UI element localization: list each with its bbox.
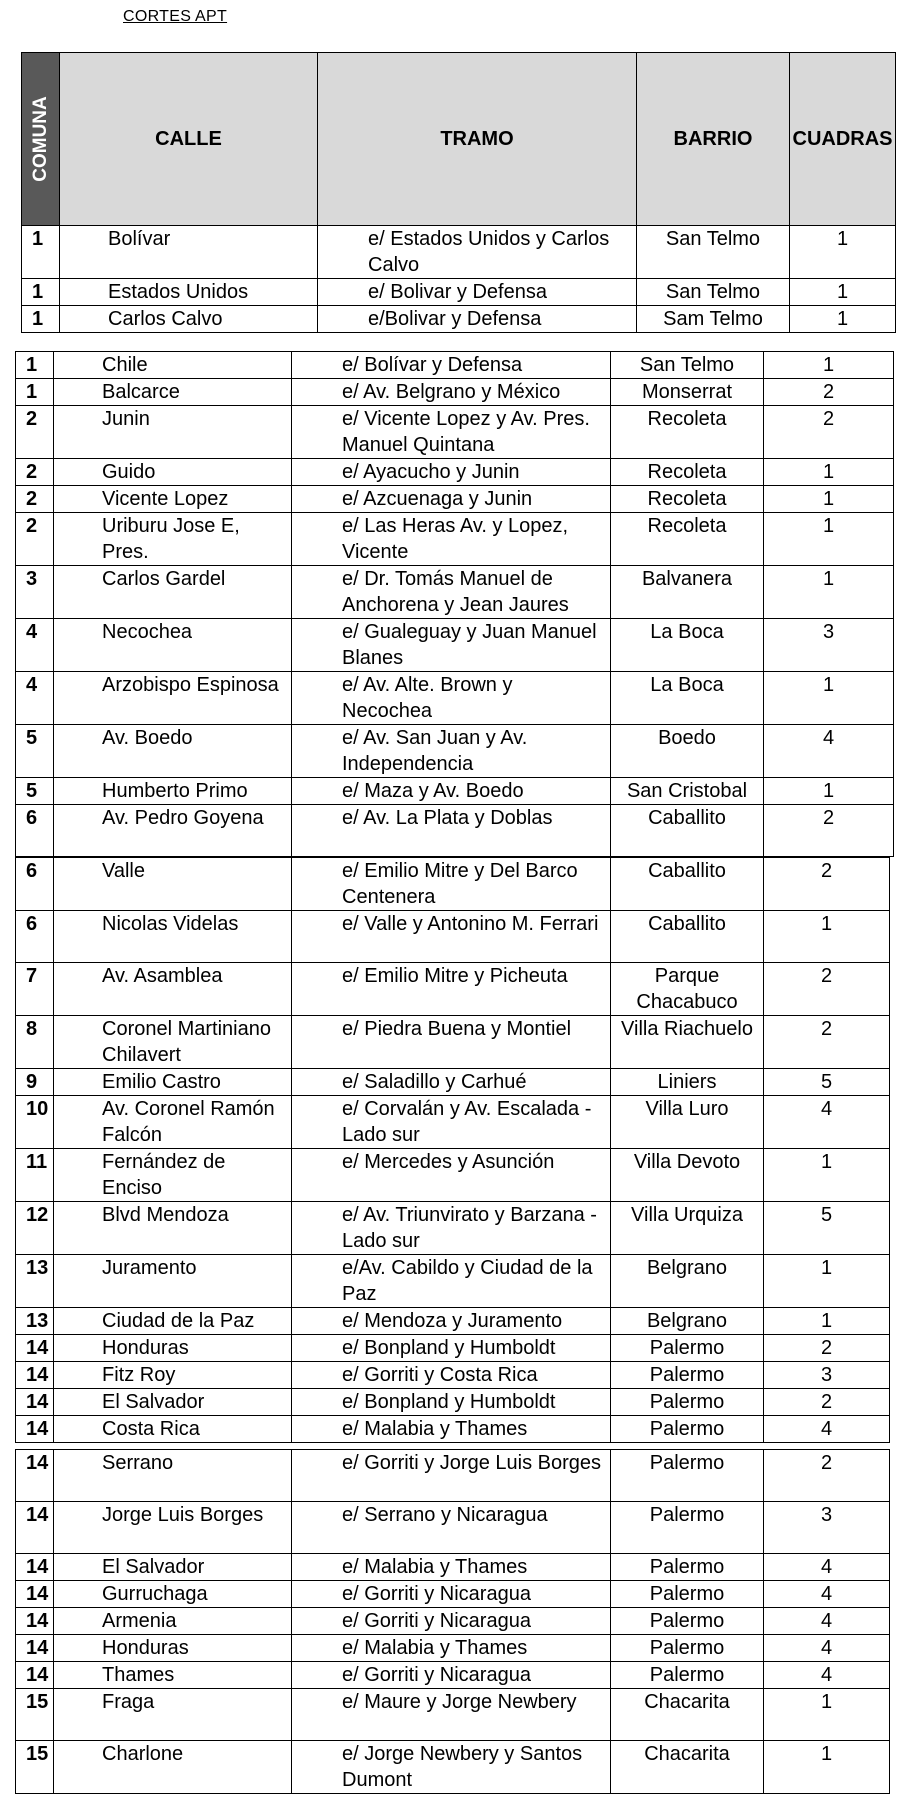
cell-cuadras: 1 bbox=[764, 672, 894, 725]
cell-cuadras: 1 bbox=[764, 1308, 890, 1335]
cell-cuadras: 4 bbox=[764, 1096, 890, 1149]
cell-calle: Av. Boedo bbox=[54, 725, 292, 778]
cell-tramo: e/ Gorriti y Nicaragua bbox=[292, 1581, 611, 1608]
cell-comuna: 5 bbox=[16, 778, 54, 805]
cell-calle: Carlos Gardel bbox=[54, 566, 292, 619]
table-row bbox=[16, 1662, 890, 1689]
table-row bbox=[22, 279, 896, 306]
cell-comuna: 14 bbox=[16, 1581, 54, 1608]
cell-cuadras: 4 bbox=[764, 1608, 890, 1635]
cell-comuna: 6 bbox=[16, 911, 54, 963]
cell-barrio: La Boca bbox=[611, 672, 764, 725]
cell-comuna: 2 bbox=[16, 513, 54, 566]
cell-comuna: 4 bbox=[16, 672, 54, 725]
cell-comuna: 14 bbox=[16, 1608, 54, 1635]
cortes-table-section-3 bbox=[15, 857, 890, 1443]
header-cuadras: CUADRAS bbox=[790, 53, 896, 226]
cell-tramo: e/ Gorriti y Jorge Luis Borges bbox=[292, 1450, 611, 1502]
cell-barrio: Boedo bbox=[611, 725, 764, 778]
cell-barrio: Recoleta bbox=[611, 513, 764, 566]
cell-cuadras: 1 bbox=[764, 1689, 890, 1741]
cell-calle: Balcarce bbox=[54, 379, 292, 406]
cell-cuadras: 2 bbox=[764, 1016, 890, 1069]
cell-comuna: 1 bbox=[22, 226, 60, 279]
cell-calle: Fitz Roy bbox=[54, 1362, 292, 1389]
cell-cuadras: 4 bbox=[764, 1416, 890, 1443]
cell-comuna: 14 bbox=[16, 1502, 54, 1554]
table-row bbox=[16, 459, 894, 486]
cell-comuna: 9 bbox=[16, 1069, 54, 1096]
cell-calle: Serrano bbox=[54, 1450, 292, 1502]
cell-barrio: Palermo bbox=[611, 1608, 764, 1635]
table-row bbox=[16, 352, 894, 379]
cell-calle: Juramento bbox=[54, 1255, 292, 1308]
cell-barrio: Palermo bbox=[611, 1502, 764, 1554]
cell-barrio: Caballito bbox=[611, 858, 764, 911]
cell-cuadras: 4 bbox=[764, 1635, 890, 1662]
cell-calle: Gurruchaga bbox=[54, 1581, 292, 1608]
table-row bbox=[16, 379, 894, 406]
cell-cuadras: 1 bbox=[764, 778, 894, 805]
cell-calle: Av. Coronel Ramón Falcón bbox=[54, 1096, 292, 1149]
cell-barrio: Palermo bbox=[611, 1554, 764, 1581]
table-row bbox=[16, 1741, 890, 1794]
cell-barrio: San Telmo bbox=[611, 352, 764, 379]
table-row bbox=[22, 306, 896, 333]
table-row bbox=[16, 513, 894, 566]
header-comuna: COMUNA bbox=[22, 53, 60, 226]
cell-tramo: e/ Av. Belgrano y México bbox=[292, 379, 611, 406]
cell-calle: Charlone bbox=[54, 1741, 292, 1794]
cell-barrio: San Telmo bbox=[637, 226, 790, 279]
cell-cuadras: 2 bbox=[764, 805, 894, 857]
cell-tramo: e/ Corvalán y Av. Escalada - Lado sur bbox=[292, 1096, 611, 1149]
cell-comuna: 14 bbox=[16, 1335, 54, 1362]
cell-comuna: 14 bbox=[16, 1450, 54, 1502]
table-row bbox=[16, 778, 894, 805]
cell-barrio: Belgrano bbox=[611, 1308, 764, 1335]
cell-comuna: 12 bbox=[16, 1202, 54, 1255]
cell-tramo: e/ Serrano y Nicaragua bbox=[292, 1502, 611, 1554]
cortes-table-section-1 bbox=[21, 52, 896, 333]
cell-comuna: 5 bbox=[16, 725, 54, 778]
cell-tramo: e/ Malabia y Thames bbox=[292, 1554, 611, 1581]
cell-cuadras: 4 bbox=[764, 1554, 890, 1581]
cell-comuna: 13 bbox=[16, 1255, 54, 1308]
cell-tramo: e/ Maza y Av. Boedo bbox=[292, 778, 611, 805]
cell-barrio: Liniers bbox=[611, 1069, 764, 1096]
cell-barrio: Villa Urquiza bbox=[611, 1202, 764, 1255]
cell-calle: Fraga bbox=[54, 1689, 292, 1741]
cell-tramo: e/ Av. Triunvirato y Barzana - Lado sur bbox=[292, 1202, 611, 1255]
cell-barrio: Palermo bbox=[611, 1581, 764, 1608]
cell-comuna: 1 bbox=[16, 352, 54, 379]
cell-cuadras: 2 bbox=[764, 406, 894, 459]
cell-calle: Blvd Mendoza bbox=[54, 1202, 292, 1255]
cell-comuna: 7 bbox=[16, 963, 54, 1016]
cell-cuadras: 2 bbox=[764, 858, 890, 911]
cell-tramo: e/ Las Heras Av. y Lopez, Vicente bbox=[292, 513, 611, 566]
cell-barrio: Sam Telmo bbox=[637, 306, 790, 333]
cell-tramo: e/ Av. La Plata y Doblas bbox=[292, 805, 611, 857]
cell-calle: Necochea bbox=[54, 619, 292, 672]
cell-calle: Chile bbox=[54, 352, 292, 379]
cell-barrio: Balvanera bbox=[611, 566, 764, 619]
cell-cuadras: 1 bbox=[764, 1255, 890, 1308]
cell-calle: El Salvador bbox=[54, 1554, 292, 1581]
cell-tramo: e/ Piedra Buena y Montiel bbox=[292, 1016, 611, 1069]
cell-tramo: e/ Jorge Newbery y Santos Dumont bbox=[292, 1741, 611, 1794]
cell-cuadras: 2 bbox=[764, 1389, 890, 1416]
table-row bbox=[16, 1689, 890, 1741]
cell-comuna: 14 bbox=[16, 1662, 54, 1689]
table-row bbox=[16, 1502, 890, 1554]
cell-tramo: e/ Saladillo y Carhué bbox=[292, 1069, 611, 1096]
cell-tramo: e/ Bonpland y Humboldt bbox=[292, 1335, 611, 1362]
table-row bbox=[16, 1389, 890, 1416]
cell-calle: Estados Unidos bbox=[60, 279, 318, 306]
cell-barrio: Caballito bbox=[611, 911, 764, 963]
cell-cuadras: 4 bbox=[764, 725, 894, 778]
cortes-table-section-2 bbox=[15, 351, 894, 857]
cell-barrio: Caballito bbox=[611, 805, 764, 857]
cell-calle: Valle bbox=[54, 858, 292, 911]
cell-cuadras: 4 bbox=[764, 1581, 890, 1608]
table-row bbox=[16, 1016, 890, 1069]
cell-comuna: 1 bbox=[22, 306, 60, 333]
cell-calle: Bolívar bbox=[60, 226, 318, 279]
cortes-table-section-4 bbox=[15, 1449, 890, 1794]
cell-comuna: 14 bbox=[16, 1362, 54, 1389]
cell-calle: Junin bbox=[54, 406, 292, 459]
cell-barrio: Palermo bbox=[611, 1389, 764, 1416]
table-row bbox=[16, 672, 894, 725]
cell-cuadras: 1 bbox=[764, 1149, 890, 1202]
cell-calle: Vicente Lopez bbox=[54, 486, 292, 513]
cell-cuadras: 2 bbox=[764, 1450, 890, 1502]
cell-calle: Jorge Luis Borges bbox=[54, 1502, 292, 1554]
cell-tramo: e/ Emilio Mitre y Picheuta bbox=[292, 963, 611, 1016]
cell-cuadras: 1 bbox=[790, 306, 896, 333]
cell-comuna: 8 bbox=[16, 1016, 54, 1069]
cell-tramo: e/ Malabia y Thames bbox=[292, 1416, 611, 1443]
cell-comuna: 4 bbox=[16, 619, 54, 672]
cell-calle: Carlos Calvo bbox=[60, 306, 318, 333]
cell-calle: Armenia bbox=[54, 1608, 292, 1635]
cell-comuna: 15 bbox=[16, 1741, 54, 1794]
cell-calle: Guido bbox=[54, 459, 292, 486]
cell-barrio: Monserrat bbox=[611, 379, 764, 406]
cell-calle: Nicolas Videlas bbox=[54, 911, 292, 963]
cell-tramo: e/ Ayacucho y Junin bbox=[292, 459, 611, 486]
cell-comuna: 11 bbox=[16, 1149, 54, 1202]
cell-barrio: Palermo bbox=[611, 1416, 764, 1443]
cell-comuna: 2 bbox=[16, 486, 54, 513]
cell-cuadras: 1 bbox=[790, 279, 896, 306]
cell-barrio: La Boca bbox=[611, 619, 764, 672]
table-row bbox=[16, 1255, 890, 1308]
cell-calle: Uriburu Jose E, Pres. bbox=[54, 513, 292, 566]
cell-comuna: 10 bbox=[16, 1096, 54, 1149]
page-title: CORTES APT bbox=[123, 8, 228, 25]
table-row bbox=[16, 858, 890, 911]
cell-cuadras: 1 bbox=[764, 486, 894, 513]
cell-cuadras: 5 bbox=[764, 1202, 890, 1255]
cell-barrio: Belgrano bbox=[611, 1255, 764, 1308]
table-row bbox=[16, 963, 890, 1016]
table-row bbox=[16, 406, 894, 459]
header-calle: CALLE bbox=[60, 53, 318, 226]
table-row bbox=[22, 226, 896, 279]
table-row bbox=[16, 1096, 890, 1149]
table-row bbox=[16, 725, 894, 778]
cell-comuna: 2 bbox=[16, 406, 54, 459]
cell-barrio: Chacarita bbox=[611, 1741, 764, 1794]
table-row bbox=[16, 566, 894, 619]
cell-calle: Av. Pedro Goyena bbox=[54, 805, 292, 857]
table-row bbox=[16, 1362, 890, 1389]
table-row bbox=[16, 1635, 890, 1662]
cell-comuna: 14 bbox=[16, 1635, 54, 1662]
cell-calle: Honduras bbox=[54, 1335, 292, 1362]
cell-tramo: e/ Bolívar y Defensa bbox=[292, 352, 611, 379]
cell-tramo: e/ Emilio Mitre y Del Barco Centenera bbox=[292, 858, 611, 911]
cell-cuadras: 1 bbox=[764, 352, 894, 379]
cell-tramo: e/ Estados Unidos y Carlos Calvo bbox=[318, 226, 637, 279]
cell-calle: Fernández de Enciso bbox=[54, 1149, 292, 1202]
cell-barrio: Recoleta bbox=[611, 406, 764, 459]
cell-barrio: Palermo bbox=[611, 1362, 764, 1389]
cell-calle: Ciudad de la Paz bbox=[54, 1308, 292, 1335]
cell-comuna: 14 bbox=[16, 1554, 54, 1581]
cell-tramo: e/ Gorriti y Nicaragua bbox=[292, 1608, 611, 1635]
cell-calle: El Salvador bbox=[54, 1389, 292, 1416]
cell-comuna: 1 bbox=[22, 279, 60, 306]
cell-barrio: Villa Riachuelo bbox=[611, 1016, 764, 1069]
cell-tramo: e/Bolivar y Defensa bbox=[318, 306, 637, 333]
cell-calle: Arzobispo Espinosa bbox=[54, 672, 292, 725]
cell-tramo: e/ Mendoza y Juramento bbox=[292, 1308, 611, 1335]
cell-calle: Av. Asamblea bbox=[54, 963, 292, 1016]
table-row bbox=[16, 1581, 890, 1608]
cell-cuadras: 1 bbox=[764, 513, 894, 566]
cell-calle: Honduras bbox=[54, 1635, 292, 1662]
cell-barrio: Recoleta bbox=[611, 459, 764, 486]
cell-calle: Emilio Castro bbox=[54, 1069, 292, 1096]
cell-comuna: 13 bbox=[16, 1308, 54, 1335]
cell-barrio: San Telmo bbox=[637, 279, 790, 306]
cell-tramo: e/ Gorriti y Costa Rica bbox=[292, 1362, 611, 1389]
cell-tramo: e/ Gualeguay y Juan Manuel Blanes bbox=[292, 619, 611, 672]
table-row bbox=[16, 1416, 890, 1443]
header-tramo: TRAMO bbox=[318, 53, 637, 226]
cell-comuna: 3 bbox=[16, 566, 54, 619]
cell-cuadras: 5 bbox=[764, 1069, 890, 1096]
cell-barrio: Palermo bbox=[611, 1635, 764, 1662]
cell-barrio: Palermo bbox=[611, 1335, 764, 1362]
cell-barrio: Chacarita bbox=[611, 1689, 764, 1741]
cell-cuadras: 3 bbox=[764, 619, 894, 672]
table-row bbox=[16, 1450, 890, 1502]
cell-tramo: e/ Malabia y Thames bbox=[292, 1635, 611, 1662]
table-row bbox=[16, 1069, 890, 1096]
cell-tramo: e/ Azcuenaga y Junin bbox=[292, 486, 611, 513]
table-row bbox=[16, 1149, 890, 1202]
cell-comuna: 14 bbox=[16, 1389, 54, 1416]
cell-comuna: 6 bbox=[16, 858, 54, 911]
table-row bbox=[16, 1308, 890, 1335]
cell-cuadras: 1 bbox=[764, 1741, 890, 1794]
cell-cuadras: 2 bbox=[764, 1335, 890, 1362]
cell-cuadras: 1 bbox=[764, 911, 890, 963]
cell-calle: Coronel Martiniano Chilavert bbox=[54, 1016, 292, 1069]
cell-tramo: e/ Maure y Jorge Newbery bbox=[292, 1689, 611, 1741]
cell-comuna: 1 bbox=[16, 379, 54, 406]
cell-cuadras: 1 bbox=[764, 459, 894, 486]
cell-cuadras: 2 bbox=[764, 379, 894, 406]
cell-comuna: 2 bbox=[16, 459, 54, 486]
table-row bbox=[16, 619, 894, 672]
cell-calle: Costa Rica bbox=[54, 1416, 292, 1443]
cell-barrio: San Cristobal bbox=[611, 778, 764, 805]
cell-barrio: Palermo bbox=[611, 1450, 764, 1502]
cell-cuadras: 1 bbox=[764, 566, 894, 619]
table-row bbox=[16, 1554, 890, 1581]
cell-barrio: Palermo bbox=[611, 1662, 764, 1689]
cell-comuna: 6 bbox=[16, 805, 54, 857]
cell-tramo: e/ Mercedes y Asunción bbox=[292, 1149, 611, 1202]
cell-calle: Thames bbox=[54, 1662, 292, 1689]
cell-comuna: 15 bbox=[16, 1689, 54, 1741]
table-row bbox=[16, 805, 894, 857]
table-row bbox=[16, 1202, 890, 1255]
header-barrio: BARRIO bbox=[637, 53, 790, 226]
cell-cuadras: 1 bbox=[790, 226, 896, 279]
cell-tramo: e/Av. Cabildo y Ciudad de la Paz bbox=[292, 1255, 611, 1308]
cell-tramo: e/ Bolivar y Defensa bbox=[318, 279, 637, 306]
cell-tramo: e/ Av. San Juan y Av. Independencia bbox=[292, 725, 611, 778]
cell-calle: Humberto Primo bbox=[54, 778, 292, 805]
cell-cuadras: 4 bbox=[764, 1662, 890, 1689]
cell-cuadras: 2 bbox=[764, 963, 890, 1016]
cell-tramo: e/ Gorriti y Nicaragua bbox=[292, 1662, 611, 1689]
cell-comuna: 14 bbox=[16, 1416, 54, 1443]
cell-barrio: Parque Chacabuco bbox=[611, 963, 764, 1016]
cell-tramo: e/ Vicente Lopez y Av. Pres. Manuel Quintana bbox=[292, 406, 611, 459]
table-row bbox=[16, 911, 890, 963]
cell-barrio: Recoleta bbox=[611, 486, 764, 513]
cell-tramo: e/ Dr. Tomás Manuel de Anchorena y Jean Jaures bbox=[292, 566, 611, 619]
table-row bbox=[16, 1335, 890, 1362]
cell-tramo: e/ Valle y Antonino M. Ferrari bbox=[292, 911, 611, 963]
table-row bbox=[16, 1608, 890, 1635]
cell-cuadras: 3 bbox=[764, 1502, 890, 1554]
cell-cuadras: 3 bbox=[764, 1362, 890, 1389]
cell-barrio: Villa Luro bbox=[611, 1096, 764, 1149]
cell-barrio: Villa Devoto bbox=[611, 1149, 764, 1202]
cell-tramo: e/ Bonpland y Humboldt bbox=[292, 1389, 611, 1416]
table-header-row bbox=[22, 53, 896, 226]
cell-tramo: e/ Av. Alte. Brown y Necochea bbox=[292, 672, 611, 725]
table-row bbox=[16, 486, 894, 513]
